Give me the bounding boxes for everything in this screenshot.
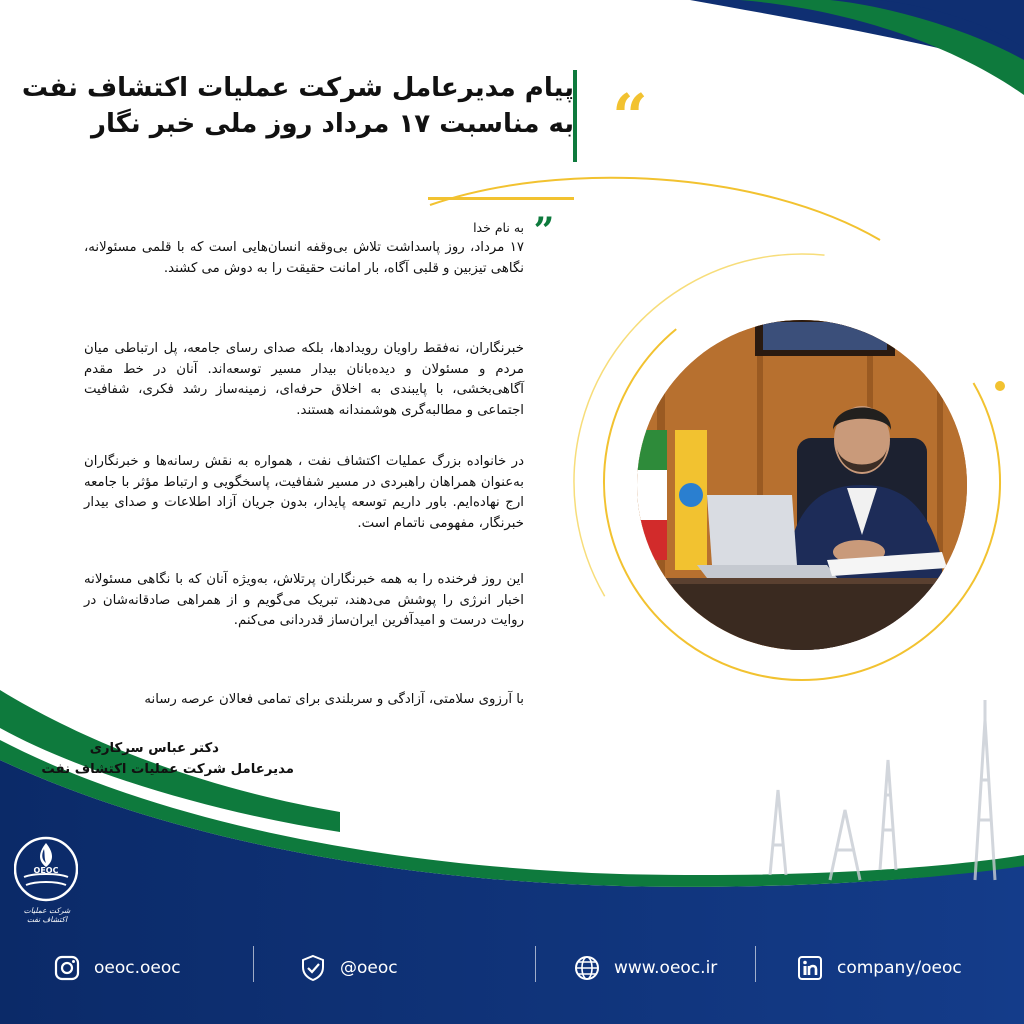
- quote-open-icon: “: [612, 80, 648, 153]
- page-title-line1: پیام مدیرعامل شرکت عملیات اکتشاف نفت: [21, 73, 574, 103]
- linkedin-icon: [795, 953, 825, 983]
- message-paragraph-3: در خانواده بزرگ عملیات اکتشاف نفت ، همواره به نقش رسانه‌ها و خبرنگاران به‌عنوان همراهان راهبردی در مسیر شفافیت، پاسخگویی و ارتباط مؤثر با جامعه ارج نهاده‌ایم. باور داریم توسعه پایدار، بدون جریان آزاد اطلاعات و صدای بیدار خبرنگار، مفهومی ناتمام است.: [84, 454, 524, 531]
- oeoc-logo: [14, 835, 78, 903]
- message-closing: با آرزوی سلامتی، آزادگی و سربلندی برای تمامی فعالان عرصه رسانه: [144, 692, 524, 707]
- footer-divider: [755, 946, 756, 982]
- instagram-icon: [52, 953, 82, 983]
- footer-divider: [535, 946, 536, 982]
- quote-small-icon: ”: [533, 210, 555, 252]
- footer-divider: [253, 946, 254, 982]
- message-paragraph-2: خبرنگاران، نه‌فقط راویان رویدادها، بلکه صدای رسای جامعه، پل ارتباطی میان مردم و مسئولان و دیده‌بانان بیدار مسیر توسعه‌اند. آنان در خط مقدم آگاهی‌بخشی، با پایبندی به اخلاق حرفه‌ای، زمینه‌ساز رشد فکری، شفافیت اجتماعی و مطالبه‌گری هوشمندانه هستند.: [84, 341, 524, 418]
- signature-position: مدیرعامل شرکت عملیات اکتشاف نفت: [41, 762, 294, 777]
- social-telegram[interactable]: [298, 950, 398, 986]
- divider-line: [428, 197, 574, 200]
- linkedin-handle: company/oeoc: [837, 958, 962, 978]
- social-website[interactable]: [572, 950, 717, 986]
- signature-name: دکتر عباس سرکاری: [89, 741, 219, 756]
- logo-caption: شرکت عملیات اکتشاف نفت: [23, 906, 71, 924]
- logo-acronym: OEOC: [33, 866, 59, 875]
- message-paragraph-4: این روز فرخنده را به همه خبرنگاران پرتلاش، به‌ویژه آنان که با نگاهی مسئولانه اخبار انرژی را پوشش می‌دهند، تبریک می‌گویم و از همراهی صادقانه‌شان در روایت درست و امیدآفرین ایران‌ساز قدردانی می‌کنم.: [84, 572, 524, 628]
- social-linkedin[interactable]: [795, 950, 962, 986]
- ceo-portrait-photo: [637, 320, 967, 650]
- social-instagram[interactable]: [52, 950, 181, 986]
- globe-icon: [572, 953, 602, 983]
- message-paragraph-1: ۱۷ مرداد، روز پاسداشت تلاش بی‌وقفه انسان‌هایی است که با قلمی مسئولانه، نگاهی تیزبین و قلبی آگاه، بار امانت حقیقت را به دوش می کشند.: [84, 240, 524, 276]
- message-greeting: به نام خدا: [473, 220, 524, 235]
- shield-check-icon: [298, 953, 328, 983]
- telegram-handle: @oeoc: [340, 958, 398, 978]
- instagram-handle: oeoc.oeoc: [94, 958, 181, 978]
- page-title-line2: به مناسبت ۱۷ مرداد روز ملی خبر نگار: [91, 109, 574, 139]
- website-url: www.oeoc.ir: [614, 958, 718, 978]
